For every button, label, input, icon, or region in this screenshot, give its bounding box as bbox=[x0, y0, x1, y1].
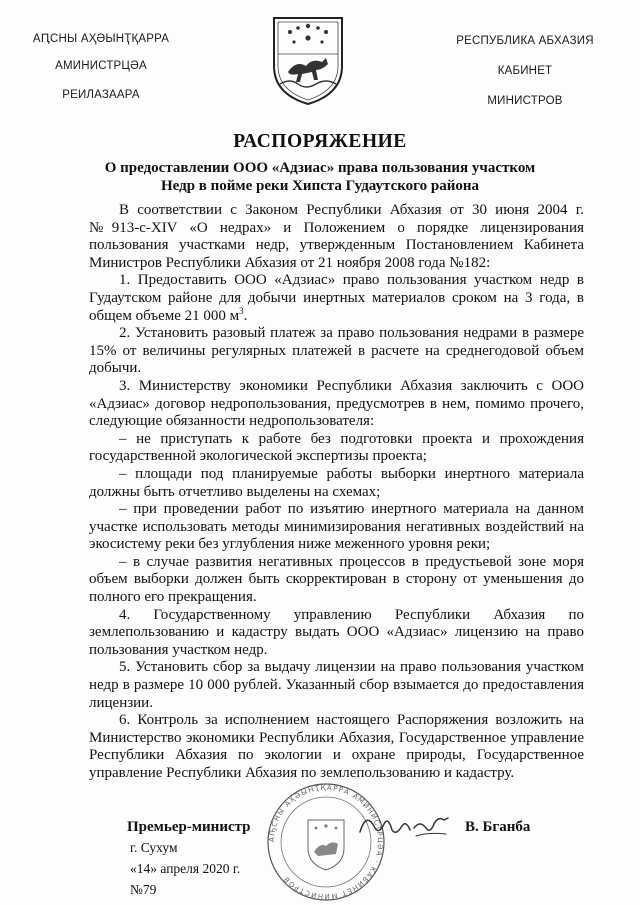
document-body bbox=[89, 202, 584, 783]
item-3-paragraph: 3. Министерству экономики Республики Абхазия заключить с ООО «Адзиас» договор недропользования, предусмотрев в нем, помимо прочего, следующие обязанности недропользователя: bbox=[89, 377, 584, 430]
signature-icon bbox=[356, 806, 452, 846]
obligation-bullet: – не приступать к работе без подготовки проекта и прохождения государственной экологической экспертизы проекта; bbox=[89, 430, 584, 465]
header-left-line-3: РЕИЛАЗААРА bbox=[62, 89, 140, 101]
preamble-paragraph: В соответствии с Законом Республики Абхазия от 30 июня 2004 г. №913-с-XIV «О недрах» и Положением о порядке лицензирования пользования участками недр, утвержденным Постановлением Кабинета Министров Республики Абхазия от 21 ноября 2008 года №182: bbox=[89, 202, 584, 271]
obligation-bullet: – в случае развития негативных процессов в предустьевой зоне моря объем выборки должен быть скорректирован в сторону от уменьшения до полного его прекращения. bbox=[89, 553, 584, 606]
header-left-line-1: АԤСНЫ АҲӘЫНҬҚАРРА bbox=[32, 33, 170, 45]
header-right-line-2: КАБИНЕТ bbox=[497, 65, 553, 77]
item-4-paragraph: 4. Государственному управлению Республики Абхазия по землепользованию и кадастру выдать ООО «Адзиас» лицензию на право пользования участком недр. bbox=[89, 606, 584, 658]
item-1-end: . bbox=[243, 307, 248, 324]
document-title: РАСПОРЯЖЕНИЕ bbox=[233, 131, 407, 152]
item-1-text: 1. Предоставить ООО «Адзиас» право пользования участком недр в Гудаутском районе для добычи инертных материалов сроком на 3 года, в общем объеме 21 000 м bbox=[89, 272, 584, 324]
svg-text:АҦСНЫ АҲӘЫНҬҚАРРА АМИНИСТРЦӘА: АҦСНЫ АҲӘЫНҬҚАРРА АМИНИСТРЦӘА · КАБИНЕТ МИНИСТРОВ bbox=[267, 783, 385, 901]
header-right-line-1: РЕСПУБЛИКА АБХАЗИЯ bbox=[456, 35, 594, 47]
obligation-bullet: – площади под планируемые работы выборки инертного материала должны быть отчетливо выделены на схемах; bbox=[89, 465, 584, 500]
header-left-line-2: АМИНИСТРЦӘА bbox=[55, 60, 147, 72]
state-emblem-icon bbox=[270, 14, 346, 106]
signatory-position: Премьер-министр bbox=[127, 819, 251, 835]
document-subtitle-line-2: Недр в пойме реки Хипста Гудаутского района bbox=[160, 178, 479, 194]
obligation-bullet: – при проведении работ по изъятию инертного материала на данном участке использовать методы минимизирования негативных воздействий на экосистему реки без углубления ниже меженного уровня реки; bbox=[89, 501, 584, 553]
signatory-name: В. Бганба bbox=[465, 819, 531, 835]
document-number: №79 bbox=[130, 882, 157, 897]
item-5-paragraph: 5. Установить сбор за выдачу лицензии на право пользования участком недр в размере 10 000 рублей. Указанный сбор взымается до предоставления лицензии. bbox=[89, 659, 584, 711]
item-6-paragraph: 6. Контроль за исполнением настоящего Распоряжения возложить на Министерство экономики Республики Абхазия, Государственное управление Республики Абхазия по экологии и охране природы, Государственное управление Республики Абхазия по землепользованию и кадастру. bbox=[89, 712, 584, 781]
document-subtitle-line-1: О предоставлении ООО «Адзиас» права пользования участком bbox=[104, 160, 536, 176]
header-right-line-3: МИНИСТРОВ bbox=[487, 95, 563, 107]
item-1-paragraph bbox=[89, 272, 584, 325]
item-1-superscript: 3 bbox=[239, 305, 244, 316]
signing-place: г. Сухум bbox=[130, 840, 178, 855]
signing-date: «14» апреля 2020 г. bbox=[130, 861, 241, 876]
item-2-paragraph: 2. Установить разовый платеж за право пользования недрами в размере 15% от величины регулярных платежей в расчете на среднегодовой объем добычи. bbox=[89, 325, 584, 377]
